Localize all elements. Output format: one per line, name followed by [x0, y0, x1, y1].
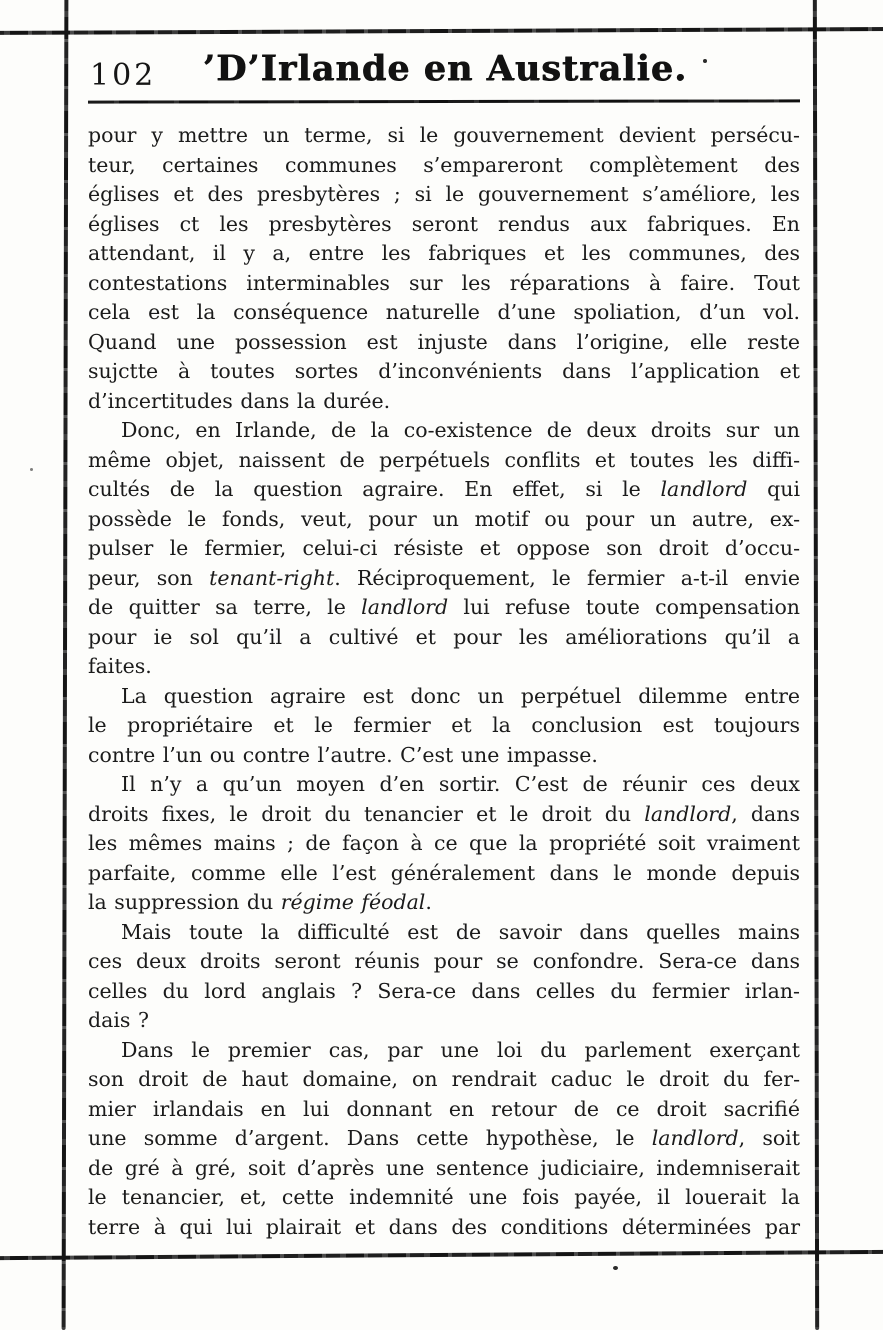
text-run: La question agraire est donc un perpétuel dilemme entre — [121, 683, 800, 708]
text-line — [88, 416, 800, 446]
text-run: pour y mettre un terme, si le gouvernement devient persécu- — [88, 123, 800, 147]
text-line — [88, 1124, 800, 1154]
text-run: la suppression du — [88, 890, 281, 914]
text-line — [88, 1213, 800, 1243]
text-line — [88, 298, 800, 328]
text-run: cultés de la question agraire. En effet, si le — [88, 477, 661, 501]
text-run: sujctte à toutes sortes d’inconvénients dans l’application et — [88, 359, 800, 383]
text-line — [88, 682, 800, 712]
text-run: faites. — [88, 654, 152, 678]
header-rule — [88, 99, 800, 103]
text-line — [88, 534, 800, 564]
running-title: ’D’Irlande en Australie. — [202, 48, 688, 89]
text-line — [88, 1036, 800, 1066]
text-run: de gré à gré, soit d’après une sentence judiciaire, indemniserait — [88, 1155, 800, 1180]
text-run: une somme d’argent. Dans cette hypothèse, le — [88, 1126, 652, 1150]
text-run: Mais toute la difficulté est de savoir dans quelles mains — [121, 919, 800, 944]
text-line — [88, 121, 800, 151]
text-line — [88, 387, 800, 417]
text-run: celles du lord anglais ? Sera-ce dans celles du fermier irlan- — [88, 978, 800, 1003]
text-run: contestations interminables sur les réparations à faire. Tout — [88, 270, 800, 295]
text-line — [88, 741, 800, 771]
text-line — [88, 1183, 800, 1213]
text-line — [88, 210, 800, 240]
text-run: pour ie sol qu’il a cultivé et pour les améliorations qu’il a — [88, 624, 800, 649]
scan-border-right-line — [813, 0, 819, 1330]
text-run: ces deux droits seront réunis pour se confondre. Sera-ce dans — [88, 949, 800, 973]
text-run: . Réciproquement, le fermier a-t-il envie — [334, 565, 800, 590]
text-run: églises et des presbytères ; si le gouvernement s’améliore, les — [88, 182, 800, 206]
text-run: Dans le premier cas, par une loi du parlement exerçant — [121, 1037, 800, 1062]
text-run: d’incertitudes dans la durée. — [88, 388, 391, 413]
text-run: possède le fonds, veut, pour un motif ou pour un autre, ex- — [88, 506, 800, 531]
text-line — [88, 1154, 800, 1184]
text-line — [88, 564, 800, 594]
text-line — [88, 505, 800, 535]
text-line — [88, 151, 800, 181]
text-line — [88, 269, 800, 299]
scan-border-top-line — [0, 27, 883, 35]
italic-term: landlord — [644, 801, 732, 826]
text-line — [88, 1065, 800, 1095]
ink-speck — [30, 468, 33, 471]
text-run: parfaite, comme elle l’est généralement dans le monde depuis — [88, 860, 800, 885]
text-run: contre l’un ou contre l’autre. C’est une impasse. — [88, 742, 598, 767]
text-line — [88, 328, 800, 358]
text-line — [88, 947, 800, 977]
text-line — [88, 623, 800, 653]
italic-term: régime féodal — [280, 890, 426, 914]
ink-speck — [703, 59, 707, 63]
text-line — [88, 888, 800, 918]
text-run: les mêmes mains ; de façon à ce que la propriété soit vraiment — [88, 831, 800, 855]
text-run: cela est la conséquence naturelle d’une spoliation, d’un vol. — [88, 300, 800, 324]
text-line — [88, 711, 800, 741]
text-run: qui — [747, 477, 800, 501]
text-run: teur, certaines communes s’empareront complètement des — [88, 152, 800, 177]
page-number: 102 — [90, 58, 157, 93]
text-run: même objet, naissent de perpétuels conflits et toutes les diffi- — [88, 447, 800, 472]
text-run: pulser le fermier, celui-ci résiste et oppose son droit d’occu- — [88, 536, 800, 560]
text-line — [88, 475, 800, 505]
text-run: , dans — [731, 801, 800, 826]
text-run: le propriétaire et le fermier et la conclusion est toujours — [88, 713, 800, 737]
text-run: son droit de haut domaine, on rendrait caduc le droit du fer- — [88, 1067, 800, 1091]
text-line — [88, 1095, 800, 1125]
page-header — [88, 48, 802, 96]
text-run: de quitter sa terre, le — [88, 595, 362, 619]
text-run: attendant, il y a, entre les fabriques et les communes, des — [88, 241, 800, 265]
text-line — [88, 357, 800, 387]
text-line — [88, 446, 800, 476]
text-run: églises ct les presbytères seront rendus aux fabriques. En — [88, 211, 800, 236]
text-line — [88, 918, 800, 948]
text-run: dais ? — [88, 1008, 149, 1032]
scan-border-bottom-line — [0, 1250, 883, 1260]
text-line — [88, 829, 800, 859]
text-line — [88, 180, 800, 210]
italic-term: landlord — [660, 477, 748, 501]
text-run: le tenancier, et, cette indemnité une fois payée, il louerait la — [88, 1185, 800, 1209]
scan-border-left-line — [62, 0, 69, 1330]
text-run: Il n’y a qu’un moyen d’en sortir. C’est de réunir ces deux — [121, 772, 800, 796]
text-line — [88, 859, 800, 889]
text-run: , soit — [738, 1126, 800, 1150]
text-line — [88, 977, 800, 1007]
italic-term: tenant-right — [209, 565, 335, 590]
text-run: . — [425, 890, 432, 914]
text-line — [88, 239, 800, 269]
italic-term: landlord — [651, 1126, 739, 1150]
text-run: Quand une possession est injuste dans l’origine, elle reste — [88, 329, 800, 354]
text-line — [88, 652, 800, 682]
text-run: terre à qui lui plairait et dans des conditions déterminées par — [88, 1214, 800, 1239]
text-run: peur, son — [88, 565, 210, 590]
text-run: lui refuse toute compensation — [448, 595, 800, 619]
text-run: droits fixes, le droit du tenancier et le droit du — [88, 801, 645, 826]
italic-term: landlord — [361, 595, 449, 619]
ink-speck — [613, 1266, 618, 1270]
text-line — [88, 593, 800, 623]
text-run: Donc, en Irlande, de la co-existence de deux droits sur un — [121, 418, 800, 442]
body-text — [88, 121, 800, 1242]
text-run: mier irlandais en lui donnant en retour de ce droit sacrifié — [88, 1096, 800, 1121]
text-line — [88, 800, 800, 830]
text-line — [88, 1006, 800, 1036]
text-line — [88, 770, 800, 800]
